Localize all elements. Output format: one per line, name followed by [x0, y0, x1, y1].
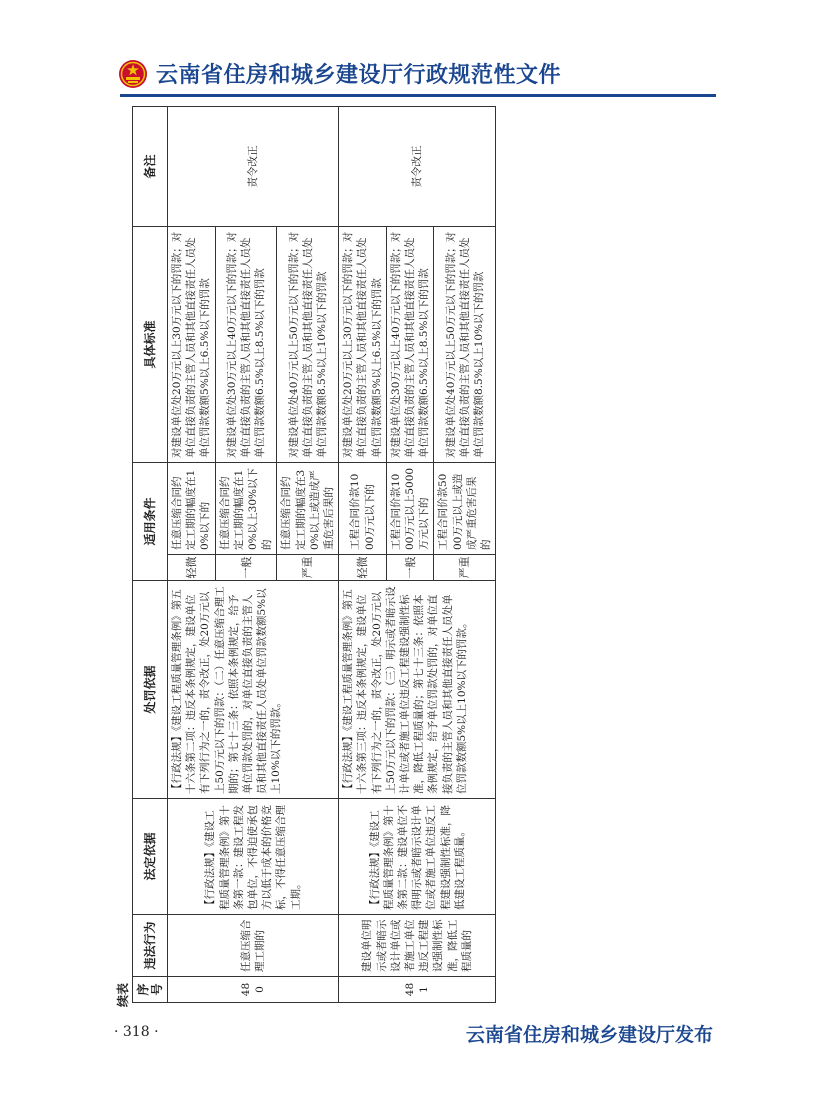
header-remark: 备注	[133, 106, 168, 226]
row-standard: 对建设单位处30万元以上40万元以下的罚款；对单位直接负责的主管人员和其他直接责任人员处单位罚款数额6.5%以上8.5%以下的罚款	[386, 226, 434, 462]
row-penalty-basis: 【行政法规】《建设工程质量管理条例》第五十六条第二项：违反本条例规定，建设单位有下列行为之一的，责令改正，处20万元以上50万元以下的罚款：（二）任意压缩合理工期的；第七十三条：依照本条例规定，给予单位罚款处罚的，对单位直接负责的主管人员和其他直接责任人员处单位罚款数额5%以上10%以下的罚款。	[168, 581, 339, 799]
rotated-table-area	[112, 102, 688, 1009]
row-standard: 对建设单位处40万元以上50万元以下的罚款；对单位直接负责的主管人员和其他直接责任人员处单位罚款数额8.5%以上10%以下的罚款	[434, 226, 496, 462]
row-remark: 责令改正	[339, 106, 496, 226]
row-violation: 建设单位明示或者暗示设计单位或者施工单位违反工程建设强制性标准，降低工程质量的	[339, 915, 496, 977]
row-level: 一般	[215, 555, 277, 581]
continued-label: 续表	[116, 982, 130, 1007]
row-standard: 对建设单位处20万元以上30万元以下的罚款；对单位直接负责的主管人员和其他直接责任人员处单位罚款数额5%以上6.5%以下的罚款	[168, 226, 216, 462]
row-level: 轻微	[339, 555, 387, 581]
header-condition: 适用条件	[133, 462, 168, 580]
header-penalty-basis: 处罚依据	[133, 581, 168, 799]
row-condition: 工程合同价款1000万元以下的	[339, 462, 387, 554]
row-standard: 对建设单位处40万元以上50万元以下的罚款；对单位直接负责的主管人员和其他直接责任人员处单位罚款数额8.5%以上10%以下的罚款	[277, 226, 339, 462]
row-condition: 任意压缩合同约定工期的幅度在10%以上30%以下的	[215, 462, 277, 554]
row-penalty-basis: 【行政法规】《建设工程质量管理条例》第五十六条第三项：违反本条例规定，建设单位有下列行为之一的，责令改正，处20万元以上50万元以下的罚款：（三）明示或者暗示设计单位或者施工单位违反工程建设强制性标准，降低工程质量的；第七十三条：依照本条例规定，给予单位罚款处罚的，对单位直接负责的主管人员和其他直接责任人员处单位罚款数额5%以上10%以下的罚款。	[339, 581, 496, 799]
row-condition: 任意压缩合同约定工期的幅度在10%以下的	[168, 462, 216, 554]
header-no: 序号	[133, 977, 168, 1003]
row-legal-basis: 【行政法规】《建设工程质量管理条例》第十条第一款：建设工程发包单位，不得迫使承包方以低于成本的价格竞标，不得任意压缩合理工期。	[168, 799, 339, 915]
table-row	[339, 106, 387, 1002]
document-header	[118, 58, 561, 89]
row-standard: 对建设单位处20万元以上30万元以下的罚款；对单位直接负责的主管人员和其他直接责任人员处单位罚款数额5%以上6.5%以下的罚款	[339, 226, 387, 462]
header-legal-basis: 法定依据	[133, 799, 168, 915]
table-header-row	[133, 106, 168, 1002]
row-level: 轻微	[168, 555, 216, 581]
header-violation: 违法行为	[133, 915, 168, 977]
row-violation: 任意压缩合理工期的	[168, 915, 339, 977]
page-number: · 318 ·	[114, 1024, 159, 1040]
row-condition: 任意压缩合同约定工期的幅度在30%以上或造成严重危害后果的	[277, 462, 339, 554]
header-title: 云南省住房和城乡建设厅行政规范性文件	[156, 63, 562, 88]
row-condition: 工程合同价款5000万元以上或造成严重危害后果的	[434, 462, 496, 554]
row-level: 一般	[386, 555, 434, 581]
row-level: 严重	[277, 555, 339, 581]
row-no: 480	[168, 977, 339, 1003]
table-row	[168, 106, 216, 1002]
penalty-table	[132, 106, 496, 1003]
row-legal-basis: 【行政法规】《建设工程质量管理条例》第十条第二款：建设单位不得明示或者暗示设计单位或者施工单位违反工程建设强制性标准，降低建设工程质量。	[339, 799, 496, 915]
publisher-footer: 云南省住房和城乡建设厅发布	[466, 1024, 714, 1046]
row-condition: 工程合同价款1000万元以上5000万元以下的	[386, 462, 434, 554]
row-standard: 对建设单位处30万元以上40万元以下的罚款；对单位直接负责的主管人员和其他直接责任人员处单位罚款数额6.5%以上8.5%以下的罚款	[215, 226, 277, 462]
header-standard: 具体标准	[133, 226, 168, 462]
row-level: 严重	[434, 555, 496, 581]
national-emblem-icon	[118, 59, 148, 89]
header-rule	[120, 94, 716, 97]
row-remark: 责令改正	[168, 106, 339, 226]
row-no: 481	[339, 977, 496, 1003]
